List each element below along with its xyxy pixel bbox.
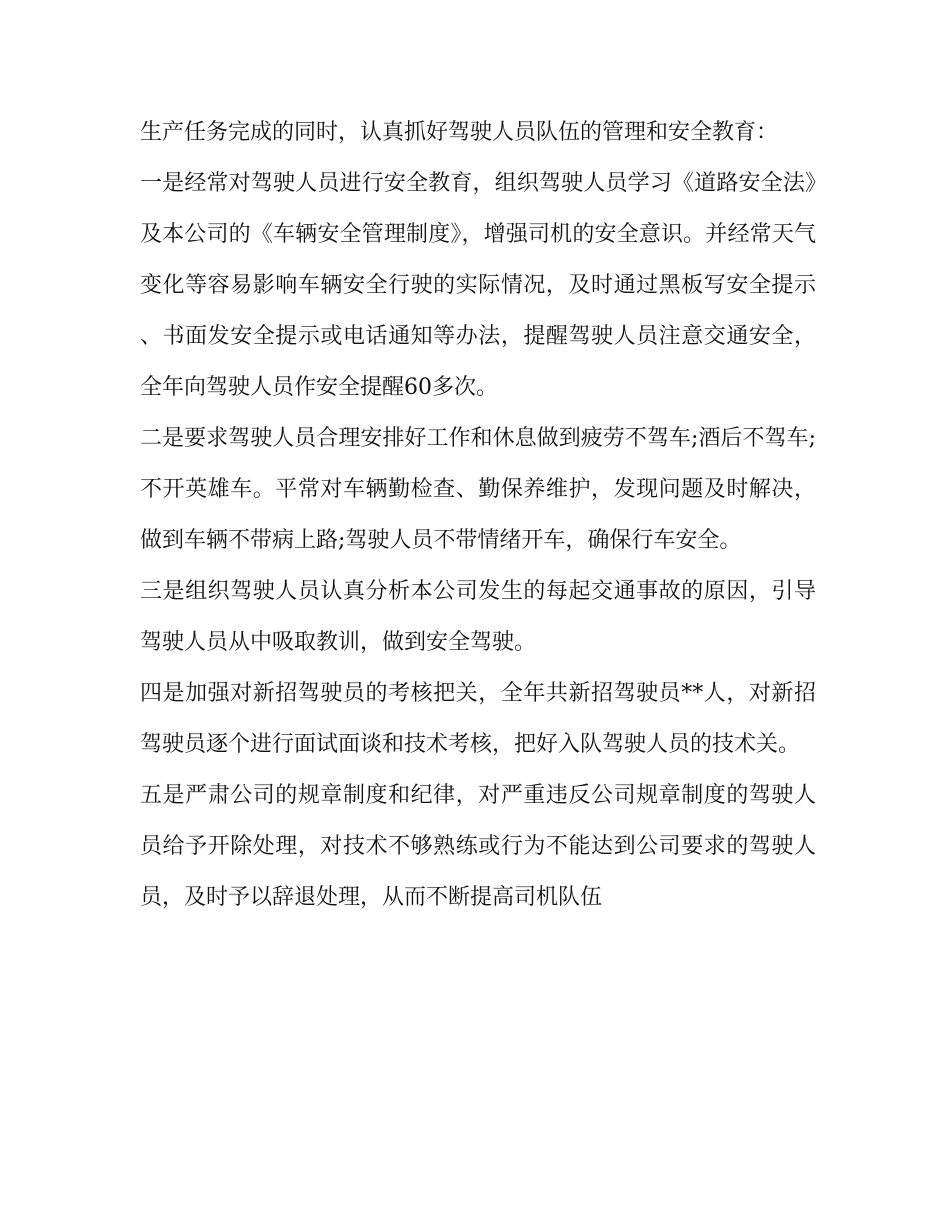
paragraph-item-2: 二是要求驾驶人员合理安排好工作和休息做到疲劳不驾车;酒后不驾车;不开英雄车。平常对车辆勤检查、勤保养维护，发现问题及时解决，做到车辆不带病上路;驾驶人员不带情绪开车，确保行车安全。 [140, 426, 816, 553]
paragraph-intro: 生产任务完成的同时，认真抓好驾驶人员队伍的管理和安全教育： [140, 120, 779, 145]
paragraph-item-5: 五是严肃公司的规章制度和纪律，对严重违反公司规章制度的驾驶人员给予开除处理，对技术不够熟练或行为不能达到公司要求的驾驶人员，及时予以辞退处理，从而不断提高司机队伍 [140, 783, 816, 910]
paragraph-item-1: 一是经常对驾驶人员进行安全教育，组织驾驶人员学习《道路安全法》及本公司的《车辆安全管理制度》，增强司机的安全意识。并经常天气变化等容易影响车辆安全行驶的实际情况，及时通过黑板写安全提示、书面发安全提示或电话通知等办法，提醒驾驶人员注意交通安全，全年向驾驶人员作安全提醒60多次。 [140, 171, 816, 400]
paragraph-item-4: 四是加强对新招驾驶员的考核把关，全年共新招驾驶员**人，对新招驾驶员逐个进行面试面谈和技术考核，把好入队驾驶人员的技术关。 [140, 681, 816, 757]
document-body [140, 107, 816, 923]
paragraph-item-3: 三是组织驾驶人员认真分析本公司发生的每起交通事故的原因，引导驾驶人员从中吸取教训，做到安全驾驶。 [140, 579, 816, 655]
